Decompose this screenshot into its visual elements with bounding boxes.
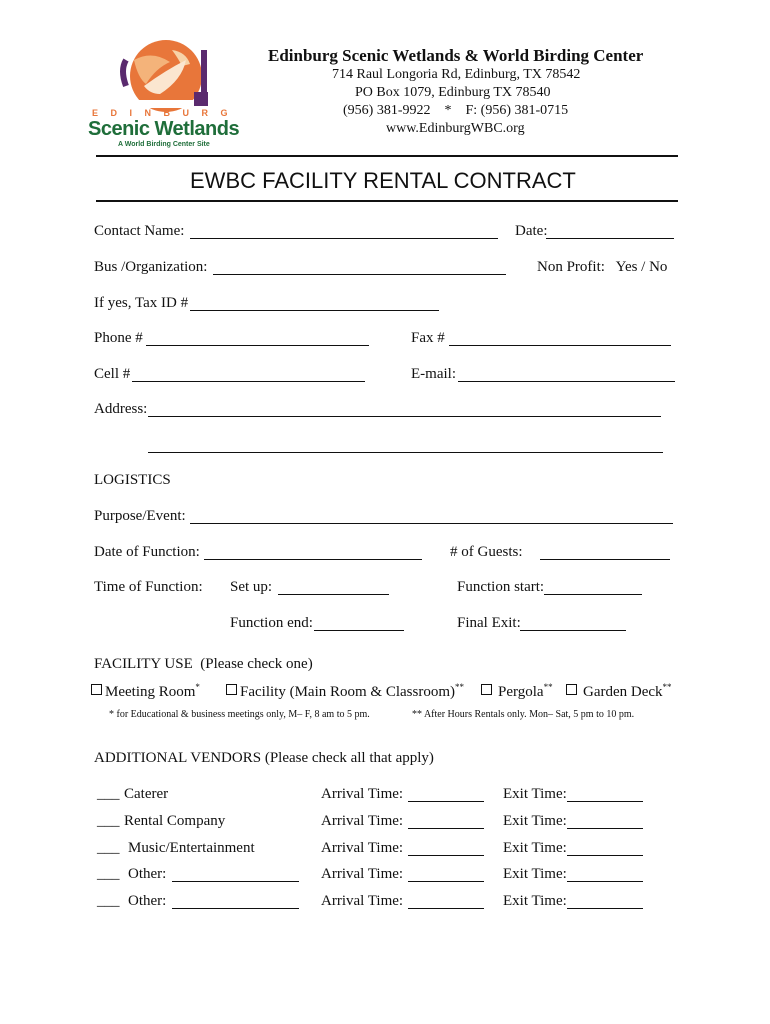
music-label: Music/Entertainment (128, 840, 255, 856)
other-1-exit-field[interactable] (567, 881, 643, 882)
garden-deck-checkbox[interactable] (566, 684, 577, 695)
date-of-function-label: Date of Function: (94, 544, 200, 560)
garden-deck-mark: ** (662, 682, 672, 692)
music-check[interactable]: ___ (97, 840, 120, 856)
vendors-heading: ADDITIONAL VENDORS (Please check all that apply) (94, 750, 434, 766)
address-line-2: PO Box 1079, Edinburg TX 78540 (355, 85, 551, 100)
other-2-exit-field[interactable] (567, 908, 643, 909)
function-end-label: Function end: (230, 615, 313, 631)
phone-label: Phone # (94, 330, 143, 346)
org-name: Edinburg Scenic Wetlands & World Birding Center (268, 46, 644, 65)
other-2-label: Other: (128, 893, 167, 909)
other-1-arrival-field[interactable] (408, 881, 484, 882)
date-field[interactable] (546, 238, 674, 239)
guests-label: # of Guests: (450, 544, 523, 560)
other-1-arrival-label: Arrival Time: (321, 866, 404, 882)
purpose-label: Purpose/Event: (94, 508, 186, 524)
music-arrival-field[interactable] (408, 855, 484, 856)
email-label: E-mail: (411, 366, 456, 382)
date-of-function-field[interactable] (204, 559, 422, 560)
other-1-field[interactable] (172, 881, 299, 882)
caterer-exit-field[interactable] (567, 801, 643, 802)
facility-note-1: * for Educational & business meetings only, M– F, 8 am to 5 pm. (109, 709, 370, 720)
other-2-field[interactable] (172, 908, 299, 909)
setup-field[interactable] (278, 594, 389, 595)
phone-field[interactable] (146, 345, 369, 346)
time-of-function-label: Time of Function: (94, 579, 203, 595)
function-start-label: Function start: (457, 579, 545, 595)
logo-tagline: A World Birding Center Site (118, 141, 210, 148)
rental-company-arrival-label: Arrival Time: (321, 813, 404, 829)
other-2-arrival-field[interactable] (408, 908, 484, 909)
caterer-exit-label: Exit Time: (503, 786, 567, 802)
pergola-label: Pergola (498, 684, 544, 700)
pergola-checkbox[interactable] (481, 684, 492, 695)
caterer-arrival-field[interactable] (408, 801, 484, 802)
logo (86, 40, 246, 152)
other-1-exit-label: Exit Time: (503, 866, 567, 882)
fax-field[interactable] (449, 345, 671, 346)
contact-name-field[interactable] (190, 238, 498, 239)
phone-line: (956) 381-9922 * F: (956) 381-0715 (343, 103, 569, 118)
organization-field[interactable] (213, 274, 506, 275)
garden-deck-label: Garden Deck (583, 684, 663, 700)
caterer-label: Caterer (124, 786, 169, 802)
meeting-room-checkbox[interactable] (91, 684, 102, 695)
option-meeting-room[interactable] (91, 682, 200, 701)
option-garden-deck[interactable] (566, 682, 672, 701)
facility-mark: ** (455, 682, 464, 692)
date-label: Date: (515, 223, 548, 239)
function-end-field[interactable] (314, 630, 404, 631)
logo-name-top: E D I N B U R G (92, 108, 233, 118)
setup-label: Set up: (230, 579, 273, 595)
other-2-check[interactable]: ___ (97, 893, 120, 909)
meeting-room-mark: * (195, 682, 200, 692)
music-exit-field[interactable] (567, 855, 643, 856)
contact-name-label: Contact Name: (94, 223, 185, 239)
tax-id-field[interactable] (190, 310, 439, 311)
facility-note-2: ** After Hours Rentals only. Mon– Sat, 5 pm to 10 pm. (412, 709, 635, 720)
address-label: Address: (94, 401, 148, 417)
top-divider (96, 155, 678, 157)
address-line-1: 714 Raul Longoria Rd, Edinburg, TX 78542 (332, 67, 581, 82)
organization-label: Bus /Organization: (94, 259, 208, 275)
rental-company-check[interactable]: ___ (97, 813, 120, 829)
final-exit-field[interactable] (520, 630, 626, 631)
option-facility[interactable] (226, 682, 464, 701)
option-pergola[interactable] (481, 682, 553, 701)
rental-company-arrival-field[interactable] (408, 828, 484, 829)
page-title: EWBC FACILITY RENTAL CONTRACT (190, 168, 576, 193)
music-arrival-label: Arrival Time: (321, 840, 404, 856)
rental-company-exit-label: Exit Time: (503, 813, 567, 829)
address-field-1[interactable] (148, 416, 661, 417)
logistics-heading: LOGISTICS (94, 472, 171, 488)
email-field[interactable] (458, 381, 675, 382)
title-divider (96, 200, 678, 202)
facility-label: Facility (Main Room & Classroom) (240, 684, 455, 700)
pergola-mark: ** (543, 682, 553, 692)
other-2-exit-label: Exit Time: (503, 893, 567, 909)
other-2-arrival-label: Arrival Time: (321, 893, 404, 909)
meeting-room-label: Meeting Room (105, 684, 196, 700)
rental-company-label: Rental Company (124, 813, 226, 829)
function-start-field[interactable] (544, 594, 642, 595)
caterer-check[interactable]: ___ (97, 786, 120, 802)
fax-label: Fax # (411, 330, 445, 346)
facility-heading: FACILITY USE (Please check one) (94, 656, 313, 672)
cell-label: Cell # (94, 366, 131, 382)
tax-id-label: If yes, Tax ID # (94, 295, 189, 311)
cell-field[interactable] (132, 381, 365, 382)
other-1-check[interactable]: ___ (97, 866, 120, 882)
final-exit-label: Final Exit: (457, 615, 521, 631)
other-1-label: Other: (128, 866, 167, 882)
address-field-2[interactable] (148, 452, 663, 453)
website: www.EdinburgWBC.org (386, 121, 525, 136)
caterer-arrival-label: Arrival Time: (321, 786, 404, 802)
music-exit-label: Exit Time: (503, 840, 567, 856)
rental-company-exit-field[interactable] (567, 828, 643, 829)
guests-field[interactable] (540, 559, 670, 560)
purpose-field[interactable] (190, 523, 673, 524)
logo-name-main: Scenic Wetlands (88, 118, 240, 140)
facility-checkbox[interactable] (226, 684, 237, 695)
nonprofit-label[interactable]: Non Profit: Yes / No (537, 259, 668, 275)
